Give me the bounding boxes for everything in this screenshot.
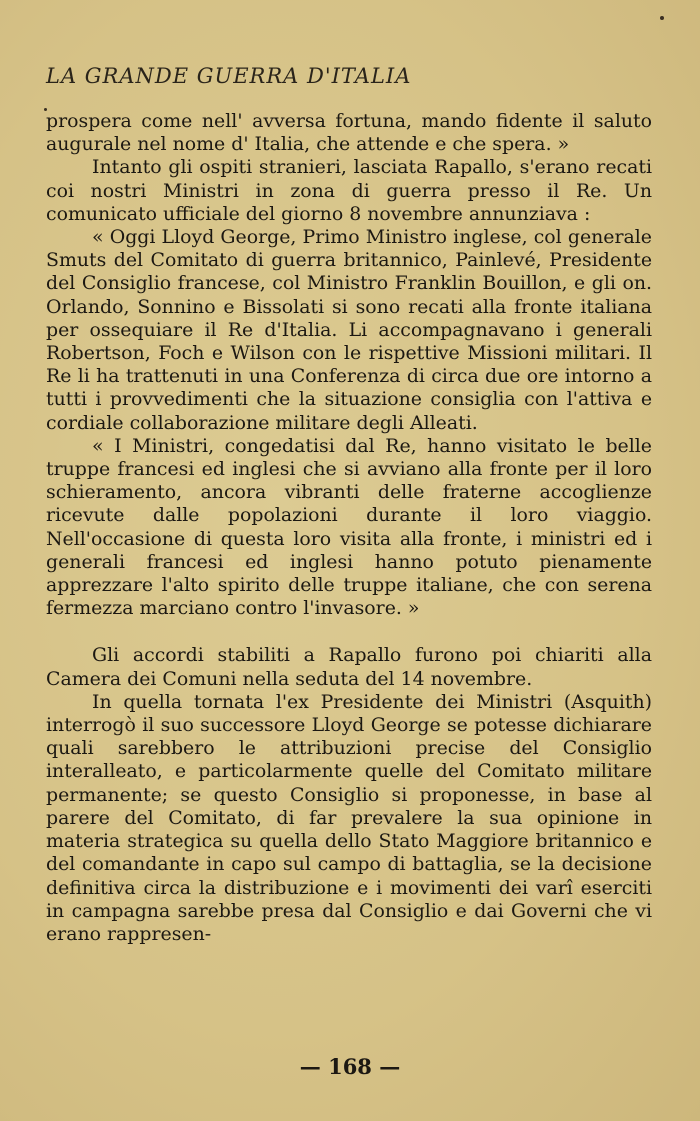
paragraph: « Oggi Lloyd George, Primo Ministro inglese, col generale Smuts del Comitato di guerra britannico, Painlevé, Presidente del Consiglio francese, col Ministro Franklin Bouillon, e gli on. Orlando, Sonnino e Bissolati si sono recati alla fronte italiana per ossequiare il Re d'Italia. Li accompagnavano i generali Robertson, Foch e Wilson con le rispettive Missioni militari. Il Re li ha trattenuti in una Conferenza di circa due ore intorno a tutti i provvedimenti che la situazione consiglia con l'attiva e cordiale collaborazione militare degli Alleati. bbox=[46, 226, 652, 434]
paragraph-gap bbox=[46, 620, 652, 644]
paragraph: Gli accordi stabiliti a Rapallo furono poi chiariti alla Camera dei Comuni nella seduta del 14 novembre. bbox=[46, 644, 652, 690]
page-number: — 168 — bbox=[299, 1054, 401, 1079]
print-speck bbox=[660, 16, 664, 20]
paragraph: « I Ministri, congedatisi dal Re, hanno visitato le belle truppe francesi ed inglesi che si avviano alla fronte per il loro schieramento, ancora vibranti delle fraterne accoglienze ricevute dalle popolazioni durante il loro viaggio. Nell'occasione di questa loro visita alla fronte, i ministri ed i generali francesi ed inglesi hanno potuto pienamente apprezzare l'alto spirito delle truppe italiane, che con serena fermezza marciano contro l'invasore. » bbox=[46, 434, 652, 620]
paragraph: In quella tornata l'ex Presidente dei Ministri (Asquith) interrogò il suo successore Lloyd George se potesse dichiarare quali sarebbero le attribuzioni precise del Consiglio interalleato, e particolarmente quelle del Comitato militare permanente; se questo Consiglio si proponesse, in base al parere del Comitato, di far prevalere la sua opinione in materia strategica su quella dello Stato Maggiore britannico e del comandante in capo sul campo di battaglia, se la decisione definitiva circa la distribuzione e i movimenti dei varî eserciti in campagna sarebbe presa dal Consiglio e dai Governi che vi erano rappresen- bbox=[46, 690, 652, 945]
paragraph: prospera come nell' avversa fortuna, mando fidente il saluto augurale nel nome d' Italia, che attende e che spera. » bbox=[46, 110, 652, 156]
running-header: LA GRANDE GUERRA D'ITALIA bbox=[46, 64, 412, 88]
body-text bbox=[46, 110, 652, 946]
paragraph: Intanto gli ospiti stranieri, lasciata Rapallo, s'erano recati coi nostri Ministri in zona di guerra presso il Re. Un comunicato ufficiale del giorno 8 novembre annunziava : bbox=[46, 156, 652, 225]
